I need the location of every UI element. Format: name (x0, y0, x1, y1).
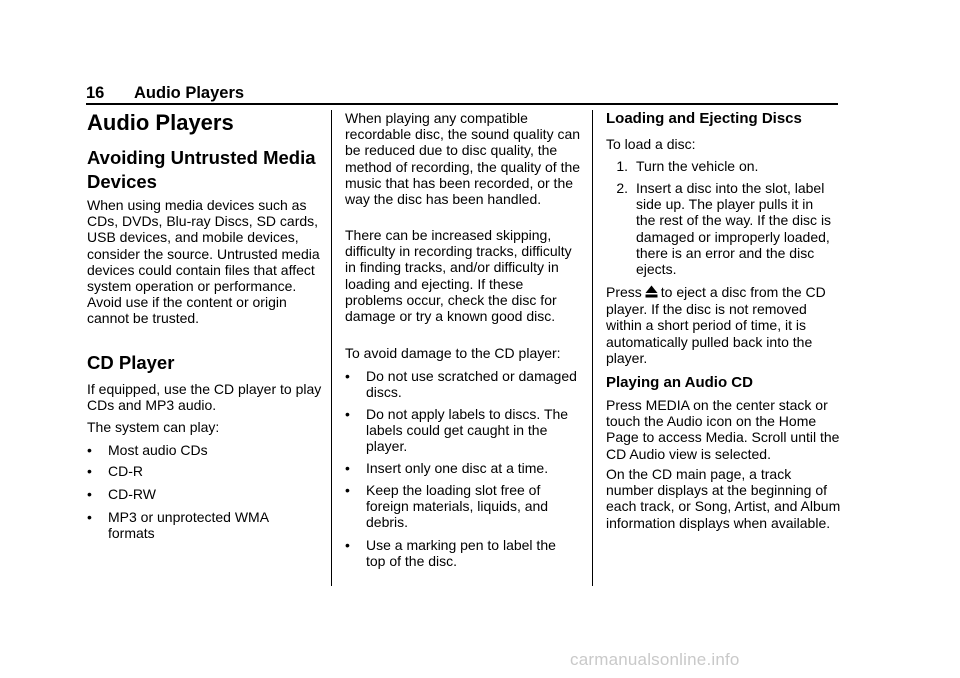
column-divider-2 (592, 110, 593, 586)
playing-paragraph-2: On the CD main page, a track number displays at the beginning of each track, or Song, Artist, and Album information displays when available. (606, 466, 841, 531)
bullet-icon: • (345, 482, 350, 498)
heading-loading-ejecting: Loading and Ejecting Discs (606, 110, 802, 127)
heading-cd-player: CD Player (87, 352, 175, 373)
header-section-title: Audio Players (134, 84, 245, 102)
page-title: Audio Players (87, 110, 234, 135)
heading-untrusted-media: Avoiding Untrusted Media Devices (87, 147, 316, 192)
cd-player-paragraph: If equipped, use the CD player to play CDs and MP3 audio. (87, 381, 322, 414)
watermark: carmanualsonline.info (570, 650, 740, 669)
bullet-icon: • (345, 460, 350, 476)
recordable-disc-paragraph: When playing any compatible recordable disc, the sound quality can be reduced due to disc quality, the method of recording, the quality of the music that has been recorded, or the way the disc has been handled. (345, 110, 581, 208)
untrusted-media-paragraph: When using media devices such as CDs, DVDs, Blu-ray Discs, SD cards, USB devices, and mobile devices, consider the source. Untrusted media devices could contain files that affect system operation or performance. Avoid use if the content or origin cannot be trusted. (87, 197, 320, 327)
bullet-icon: • (87, 486, 92, 502)
header-rule (86, 103, 838, 105)
bullet-icon: • (345, 368, 350, 384)
to-load-text: To load a disc: (606, 136, 696, 152)
column-divider-1 (331, 110, 332, 586)
eject-paragraph: Press to eject a disc from the CD player. If the disc is not removed within a short period of time, it is automatically pulled back into the player. (606, 284, 826, 366)
avoid-damage-text: To avoid damage to the CD player: (345, 345, 561, 361)
page-number: 16 (86, 84, 105, 102)
bullet-icon: • (345, 406, 350, 422)
heading-playing-cd: Playing an Audio CD (606, 374, 753, 391)
eject-icon (645, 285, 658, 301)
playing-paragraph-1: Press MEDIA on the center stack or touch the Audio icon on the Home Page to access Media. Scroll until the CD Audio view is selected. (606, 397, 840, 462)
skipping-paragraph: There can be increased skipping, difficulty in recording tracks, difficulty in finding tracks, and/or difficulty in loading and ejecting. If these problems occur, check the disc for damage or try a known good disc. (345, 227, 572, 325)
system-can-play-text: The system can play: (87, 419, 220, 435)
bullet-icon: • (87, 463, 92, 479)
bullet-icon: • (87, 442, 92, 458)
bullet-icon: • (87, 509, 92, 525)
bullet-icon: • (345, 537, 350, 553)
page-header (86, 84, 244, 103)
